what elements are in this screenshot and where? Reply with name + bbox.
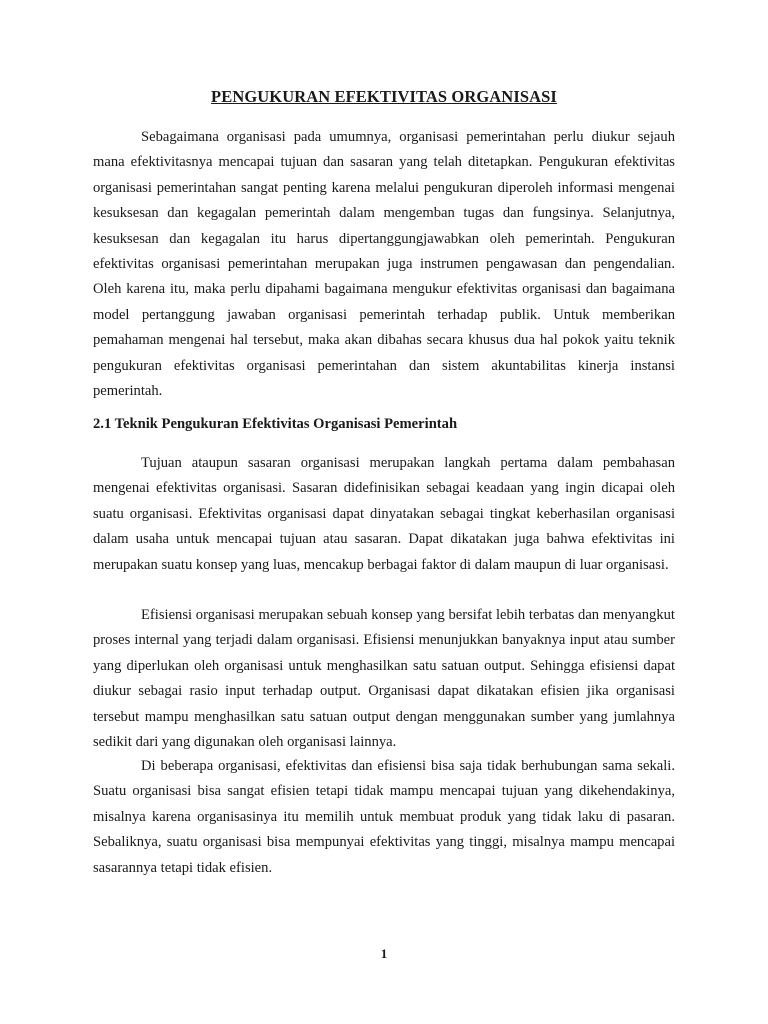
- page-number: 1: [380, 946, 388, 961]
- paragraph-relation: Di beberapa organisasi, efektivitas dan efisiensi bisa saja tidak berhubungan sama sekali. Suatu organisasi bisa sangat efisien tetapi tidak mampu mencapai tujuan yang dikehendakinya, misalnya karena organisasinya itu memilih untuk membuat produk yang tidak laku di pasaran. Sebaliknya, suatu organisasi bisa mempunyai efektivitas yang tinggi, misalnya mampu mencapai sasarannya tetapi tidak efisien.: [93, 758, 675, 876]
- document-title: PENGUKURAN EFEKTIVITAS ORGANISASI: [211, 87, 557, 106]
- paragraph-efficiency: Efisiensi organisasi merupakan sebuah konsep yang bersifat lebih terbatas dan menyangkut proses internal yang terjadi dalam organisasi. Efisiensi menunjukkan banyaknya input atau sumber yang diperlukan oleh organisasi untuk menghasilkan satu satuan output. Sehingga efisiensi dapat diukur sebagai rasio input terhadap output. Organisasi dapat dikatakan efisien jika organisasi tersebut mampu menghasilkan satu satuan output dengan menggunakan sumber yang jumlahnya sedikit dari yang digunakan oleh organisasi lainnya.: [93, 607, 675, 751]
- paragraph-effectiveness: Tujuan ataupun sasaran organisasi merupakan langkah pertama dalam pembahasan mengenai efektivitas organisasi. Sasaran didefinisikan sebagai keadaan yang ingin dicapai oleh suatu organisasi. Efektivitas organisasi dapat dinyatakan sebagai tingkat keberhasilan organisasi dalam usaha untuk mencapai tujuan atau sasaran. Dapat dikatakan juga bahwa efektivitas ini merupakan suatu konsep yang luas, mencakup berbagai faktor di dalam maupun di luar organisasi.: [93, 455, 675, 573]
- paragraph-intro: Sebagaimana organisasi pada umumnya, organisasi pemerintahan perlu diukur sejauh mana efektivitasnya mencapai tujuan dan sasaran yang telah ditetapkan. Pengukuran efektivitas organisasi pemerintahan sangat penting karena melalui pengukuran diperoleh informasi mengenai kesuksesan dan kegagalan pemerintah dalam mengemban tugas dan fungsinya. Selanjutnya, kesuksesan dan kegagalan itu harus dipertanggungjawabkan oleh pemerintah. Pengukuran efektivitas organisasi pemerintahan merupakan juga instrumen pengawasan dan pengendalian. Oleh karena itu, maka perlu dipahami bagaimana mengukur efektivitas organisasi dan bagaimana model pertanggung jawaban organisasi pemerintah terhadap publik. Untuk memberikan pemahaman mengenai hal tersebut, maka akan dibahas secara khusus dua hal pokok yaitu teknik pengukuran efektivitas organisasi pemerintahan dan sistem akuntabilitas kinerja instansi pemerintah.: [93, 129, 675, 400]
- section-heading: 2.1 Teknik Pengukuran Efektivitas Organisasi Pemerintah: [93, 416, 458, 432]
